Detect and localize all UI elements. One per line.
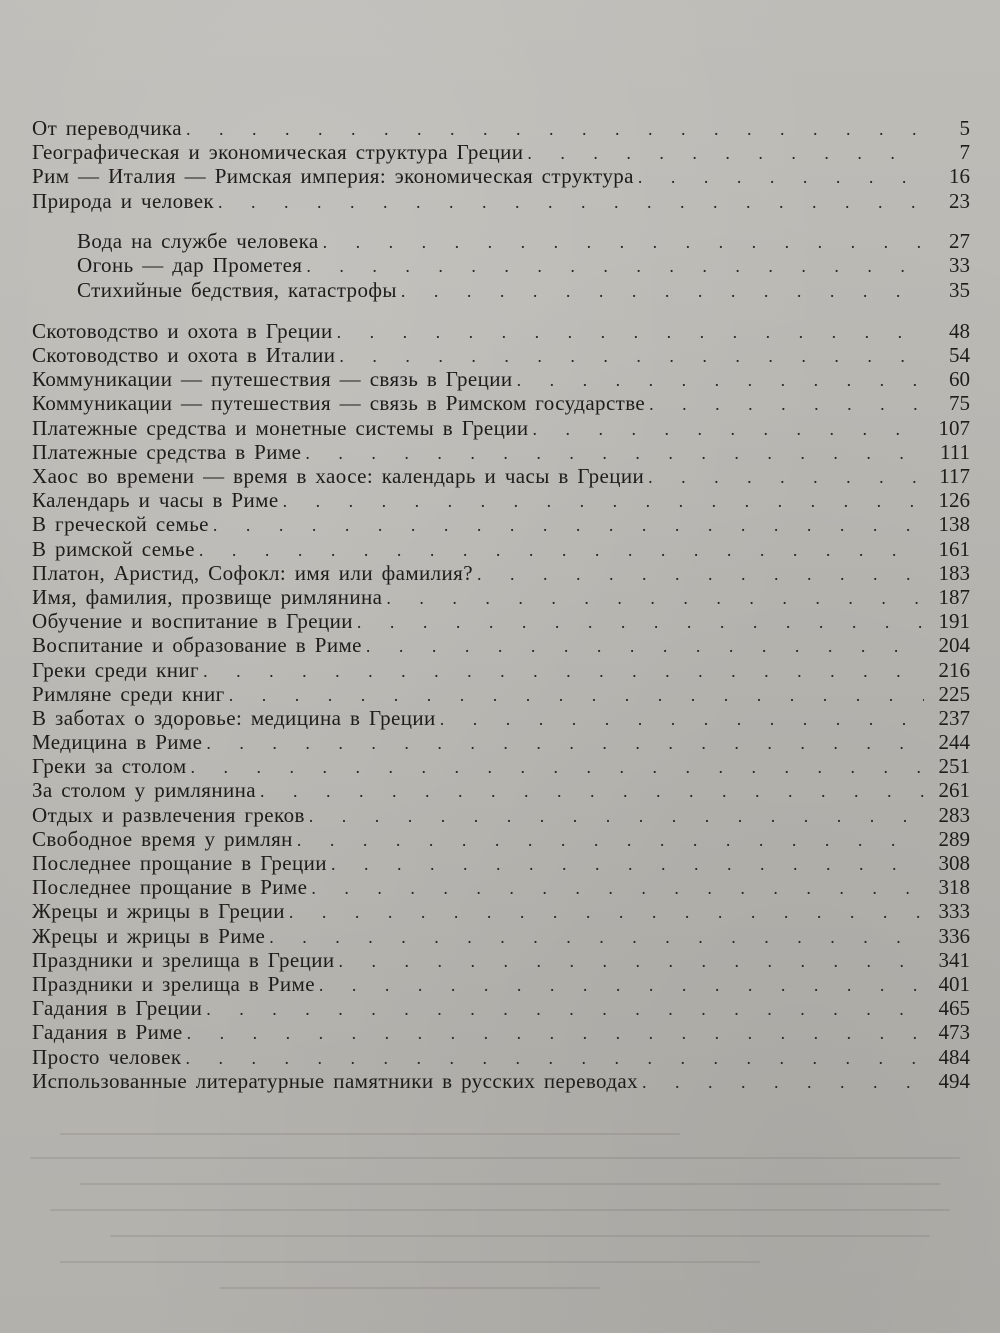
toc-entry (32, 730, 970, 754)
toc-entry (32, 140, 970, 164)
toc-entry-title: Стихийные бедствия, катастрофы (77, 277, 397, 302)
toc-entry-title: Отдых и развлечения греков (32, 802, 305, 827)
toc-entry (32, 658, 970, 682)
toc-entry (32, 996, 970, 1020)
toc-entry-page: 289 (938, 826, 970, 851)
toc-entry (32, 561, 970, 585)
toc-entry (32, 924, 970, 948)
toc-entry-page: 336 (938, 923, 970, 948)
toc-entry-title: Жрецы и жрицы в Греции (32, 899, 285, 924)
toc-entry-page: 161 (938, 536, 970, 561)
toc-entry-title: Платон, Аристид, Софокл: имя или фамилия? (32, 560, 473, 585)
toc-entry-page: 27 (949, 228, 970, 253)
toc-entry-page: 244 (938, 730, 970, 755)
toc-entry-page: 465 (938, 996, 970, 1021)
toc-entry-title: Медицина в Риме (32, 730, 203, 755)
toc-entry-title: Рим — Италия — Римская империя: экономическая структура (32, 164, 634, 189)
toc-entry-title: Греки за столом (32, 754, 187, 779)
toc-entry (32, 803, 970, 827)
toc-entry (32, 440, 970, 464)
toc-entry-page: 473 (938, 1020, 970, 1045)
toc-entry-page: 308 (938, 851, 970, 876)
dot-leader (477, 562, 924, 586)
dot-leader (527, 141, 924, 165)
toc-entry-title: Календарь и часы в Риме (32, 488, 279, 513)
toc-entry-title: Коммуникации — путешествия — связь в Римском государстве (32, 391, 646, 416)
dot-leader (297, 828, 924, 852)
toc-entry-title: Гадания в Греции (32, 996, 203, 1021)
toc-entry (32, 1020, 970, 1044)
toc-entry (32, 116, 970, 140)
toc-entry (32, 609, 970, 633)
toc-entry (32, 512, 970, 536)
toc-entry (32, 537, 970, 561)
toc-entry (32, 972, 970, 996)
toc-entry-title: Жрецы и жрицы в Риме (32, 923, 266, 948)
dot-leader (306, 254, 924, 278)
table-of-contents (32, 116, 970, 1093)
toc-entry (32, 367, 970, 391)
toc-entry-title: Воспитание и образование в Риме (32, 633, 362, 658)
toc-entry-page: 5 (959, 116, 970, 140)
dot-leader (649, 392, 924, 416)
toc-entry-page: 318 (938, 875, 970, 900)
toc-entry-page: 183 (938, 560, 970, 585)
toc-entry-page: 117 (939, 464, 970, 489)
dot-leader (517, 368, 924, 392)
toc-entry (32, 706, 970, 730)
toc-entry-page: 75 (949, 391, 970, 416)
toc-entry-page: 54 (949, 343, 970, 368)
toc-entry (32, 827, 970, 851)
show-through-text (20, 1125, 980, 1305)
toc-entry-title: Скотоводство и охота в Греции (32, 318, 333, 343)
dot-leader (311, 876, 924, 900)
dot-leader (638, 165, 924, 189)
toc-entry-title: Обучение и воспитание в Греции (32, 609, 353, 634)
toc-entry (32, 343, 970, 367)
toc-entry-page: 33 (949, 253, 970, 278)
toc-entry-title: Греки среди книг (32, 657, 200, 682)
toc-entry (32, 778, 970, 802)
toc-entry-page: 107 (938, 415, 970, 440)
toc-entry-title: Коммуникации — путешествия — связь в Греции (32, 367, 513, 392)
toc-entry-page: 60 (949, 367, 970, 392)
dot-leader (206, 731, 924, 755)
toc-entry (32, 754, 970, 778)
toc-entry-page: 7 (959, 140, 970, 165)
toc-entry-page: 48 (949, 318, 970, 343)
dot-leader (269, 925, 924, 949)
toc-entry (32, 189, 970, 213)
dot-leader (339, 344, 924, 368)
toc-entry-title: Хаос во времени — время в хаосе: календарь и часы в Греции (32, 464, 645, 489)
toc-entry-title: Платежные средства в Риме (32, 439, 302, 464)
toc-entry-page: 138 (938, 512, 970, 537)
dot-leader (648, 465, 924, 489)
toc-entry (32, 391, 970, 415)
toc-subentry (32, 229, 970, 253)
toc-entry-title: За столом у римлянина (32, 778, 257, 803)
dot-leader (337, 320, 924, 344)
toc-entry-title: В заботах о здоровье: медицина в Греции (32, 705, 436, 730)
toc-entry-title: Огонь — дар Прометея (77, 253, 303, 278)
dot-leader (357, 610, 924, 634)
toc-entry-title: Платежные средства и монетные системы в Греции (32, 415, 529, 440)
dot-leader (309, 804, 924, 828)
dot-leader (199, 538, 924, 562)
toc-entry-title: Просто человек (32, 1044, 182, 1069)
dot-leader (386, 586, 924, 610)
toc-entry (32, 899, 970, 923)
dot-leader (260, 779, 924, 803)
toc-entry-page: 204 (938, 633, 970, 658)
toc-entry-title: Скотоводство и охота в Италии (32, 343, 336, 368)
toc-entry-title: Римляне среди книг (32, 681, 225, 706)
toc-entry-page: 237 (938, 705, 970, 730)
toc-subentry (32, 253, 970, 277)
dot-leader (319, 973, 924, 997)
toc-entry (32, 164, 970, 188)
dot-leader (213, 513, 924, 537)
toc-entry-page: 484 (938, 1044, 970, 1069)
toc-entry-page: 251 (938, 754, 970, 779)
toc-entry-page: 333 (938, 899, 970, 924)
toc-entry-title: Последнее прощание в Риме (32, 875, 308, 900)
toc-entry-page: 187 (938, 584, 970, 609)
toc-entry-page: 126 (938, 488, 970, 513)
toc-entry-page: 216 (938, 657, 970, 682)
dot-leader (642, 1070, 924, 1094)
dot-leader (331, 852, 924, 876)
toc-entry-title: Праздники и зрелища в Риме (32, 971, 315, 996)
dot-leader (339, 949, 924, 973)
toc-entry (32, 1069, 970, 1093)
dot-leader (203, 659, 924, 683)
toc-entry-page: 401 (938, 971, 970, 996)
dot-leader (191, 755, 924, 779)
toc-entry (32, 585, 970, 609)
toc-entry-page: 35 (949, 277, 970, 302)
dot-leader (206, 997, 924, 1021)
toc-entry-page: 225 (938, 681, 970, 706)
toc-entry-title: Использованные литературные памятники в русских переводах (32, 1068, 639, 1093)
toc-entry-page: 261 (938, 778, 970, 803)
toc-entry-page: 283 (938, 802, 970, 827)
toc-entry-title: Свободное время у римлян (32, 826, 293, 851)
dot-leader (187, 1021, 924, 1045)
toc-entry-title: Последнее прощание в Греции (32, 851, 327, 876)
toc-entry-title: Природа и человек (32, 188, 215, 213)
toc-entry-page: 191 (938, 609, 970, 634)
dot-leader (218, 190, 924, 214)
toc-entry-title: Вода на службе человека (77, 228, 319, 253)
toc-entry (32, 875, 970, 899)
toc-entry (32, 1045, 970, 1069)
toc-entry-page: 494 (938, 1068, 970, 1093)
dot-leader (366, 634, 924, 658)
toc-entry (32, 319, 970, 343)
dot-leader (323, 230, 924, 254)
toc-entry-page: 111 (940, 439, 970, 464)
toc-entry-title: Географическая и экономическая структура Греции (32, 140, 524, 165)
toc-subentry (32, 278, 970, 302)
dot-leader (186, 117, 924, 141)
toc-entry (32, 851, 970, 875)
toc-entry-page: 16 (949, 164, 970, 189)
toc-entry (32, 488, 970, 512)
dot-leader (401, 279, 924, 303)
toc-entry-title: Праздники и зрелища в Греции (32, 947, 335, 972)
toc-entry-title: От переводчика (32, 116, 182, 140)
dot-leader (185, 1046, 924, 1070)
dot-leader (440, 707, 924, 731)
toc-entry (32, 682, 970, 706)
toc-entry (32, 633, 970, 657)
toc-entry-page: 23 (949, 188, 970, 213)
toc-entry-title: В греческой семье (32, 512, 209, 537)
toc-entry (32, 464, 970, 488)
dot-leader (305, 441, 924, 465)
toc-entry-title: Имя, фамилия, прозвище римлянина (32, 584, 383, 609)
dot-leader (283, 489, 924, 513)
toc-entry-page: 341 (938, 947, 970, 972)
dot-leader (229, 683, 924, 707)
toc-entry (32, 416, 970, 440)
dot-leader (532, 417, 924, 441)
toc-entry-title: Гадания в Риме (32, 1020, 183, 1045)
toc-entry (32, 948, 970, 972)
toc-entry-title: В римской семье (32, 536, 195, 561)
dot-leader (289, 900, 924, 924)
